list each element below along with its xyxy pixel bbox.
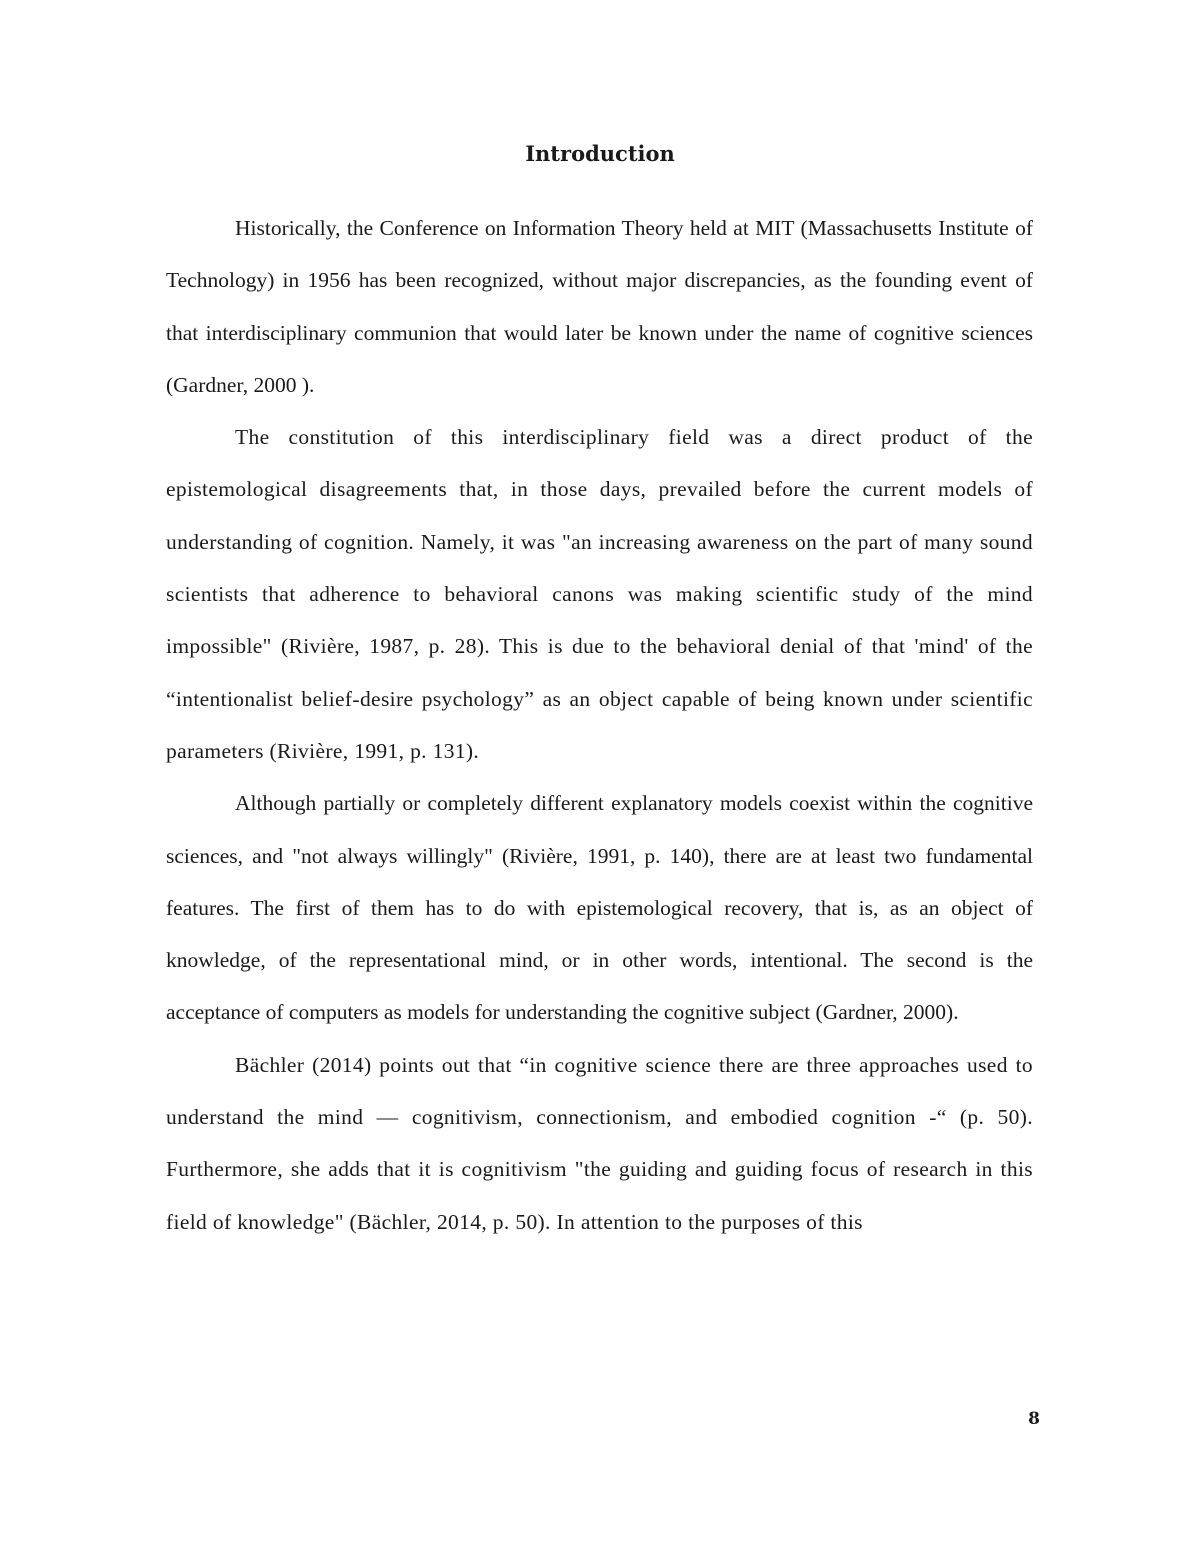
- paragraph-3: Although partially or completely different explanatory models coexist within the cognitive sciences, and "not always willingly" (Rivière, 1991, p. 140), there are at least two fundamental features. The first of them has to do with epistemological recovery, that is, as an object of knowledge, of the representational mind, or in other words, intentional. The second is the acceptance of computers as models for understanding the cognitive subject (Gardner, 2000).: [166, 791, 1033, 1025]
- section-heading: Introduction: [525, 141, 675, 166]
- paragraph-4: Bächler (2014) points out that “in cognitive science there are three approaches used to understand the mind — cognitivism, connectionism, and embodied cognition -“ (p. 50). Furthermore, she adds that it is cognitivism "the guiding and guiding focus of research in this field of knowledge" (Bächler, 2014, p. 50). In attention to the purposes of this: [166, 1052, 1033, 1234]
- paragraph-2: The constitution of this interdisciplinary field was a direct product of the epistemological disagreements that, in those days, prevailed before the current models of understanding of cognition. Namely, it was "an increasing awareness on the part of many sound scientists that adherence to behavioral canons was making scientific study of the mind impossible" (Rivière, 1987, p. 28). This is due to the behavioral denial of that 'mind' of the “intentionalist belief-desire psychology” as an object capable of being known under scientific parameters (Rivière, 1991, p. 131).: [166, 425, 1033, 763]
- body-text: [166, 202, 1033, 1248]
- paragraph-1: Historically, the Conference on Information Theory held at MIT (Massachusetts Institute of Technology) in 1956 has been recognized, without major discrepancies, as the founding event of that interdisciplinary communion that would later be known under the name of cognitive sciences (Gardner, 2000 ).: [166, 216, 1033, 397]
- page-number: 8: [1028, 1409, 1040, 1429]
